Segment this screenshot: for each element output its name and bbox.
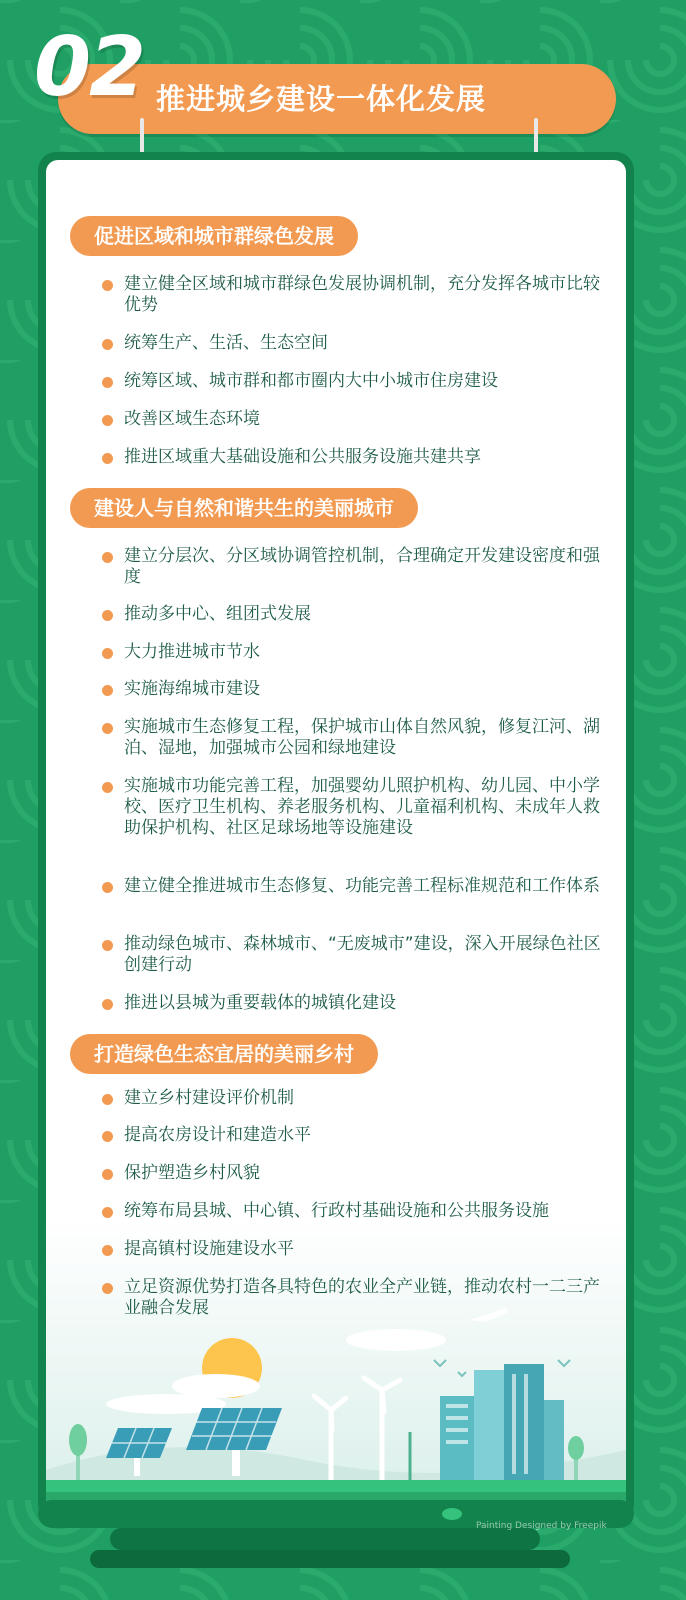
list-item: 推进区域重大基础设施和公共服务设施共建共享 [102, 447, 602, 468]
list-item: 建立乡村建设评价机制 [102, 1088, 602, 1109]
list-item: 实施城市功能完善工程，加强婴幼儿照护机构、幼儿园、中小学校、医疗卫生机构、养老服务机构、儿童福利机构、未成年人救助保护机构、社区足球场地等设施建设 [102, 776, 602, 839]
list-item: 建立分层次、分区域协调管控机制，合理确定开发建设密度和强度 [102, 546, 602, 588]
bullet-dot [102, 1207, 113, 1218]
board-stand [0, 1500, 686, 1600]
section-title-city: 建设人与自然和谐共生的美丽城市 [70, 488, 418, 528]
list-item: 立足资源优势打造各具特色的农业全产业链，推动农村一二三产业融合发展 [102, 1277, 602, 1319]
list-item: 实施城市生态修复工程，保护城市山体自然风貌，修复江河、湖泊、湿地，加强城市公园和绿地建设 [102, 717, 602, 759]
list-item: 大力推进城市节水 [102, 642, 602, 663]
list-item: 实施海绵城市建设 [102, 679, 602, 700]
bullet-dot [102, 415, 113, 426]
list-item: 统筹生产、生活、生态空间 [102, 333, 602, 354]
bullet-dot [102, 782, 113, 793]
bullet-dot [102, 339, 113, 350]
bullet-dot [102, 648, 113, 659]
list-item: 推动多中心、组团式发展 [102, 604, 602, 625]
bullet-dot [102, 685, 113, 696]
eco-city-illustration [46, 1300, 626, 1520]
bullet-dot [102, 453, 113, 464]
bullet-dot [102, 882, 113, 893]
list-item: 改善区域生态环境 [102, 409, 602, 430]
section-title-rural: 打造绿色生态宜居的美丽乡村 [70, 1034, 378, 1074]
list-item: 保护塑造乡村风貌 [102, 1163, 602, 1184]
list-item: 统筹布局县城、中心镇、行政村基础设施和公共服务设施 [102, 1201, 602, 1222]
bullet-dot [102, 999, 113, 1010]
bullet-dot [102, 1283, 113, 1294]
bullet-dot [102, 377, 113, 388]
bullet-dot [102, 1094, 113, 1105]
image-credit: Painting Designed by Freepik [476, 1521, 607, 1531]
plane-icon [470, 1308, 508, 1322]
list-item: 统筹区域、城市群和都市圈内大中小城市住房建设 [102, 371, 602, 392]
bullet-dot [102, 723, 113, 734]
bullet-dot [102, 552, 113, 563]
bullet-dot [102, 1245, 113, 1256]
list-item: 提高农房设计和建造水平 [102, 1125, 602, 1146]
bullet-dot [102, 610, 113, 621]
list-item: 建立健全区域和城市群绿色发展协调机制，充分发挥各城市比较优势 [102, 274, 602, 316]
bullet-dot [102, 1131, 113, 1142]
bullet-dot [102, 1169, 113, 1180]
section-number: 02 [34, 20, 145, 115]
list-item: 推动绿色城市、森林城市、“无废城市”建设，深入开展绿色社区创建行动 [102, 934, 602, 976]
list-item: 推进以县城为重要载体的城镇化建设 [102, 993, 602, 1014]
list-item: 建立健全推进城市生态修复、功能完善工程标准规范和工作体系 [102, 876, 602, 897]
page-title: 推进城乡建设一体化发展 [156, 82, 487, 116]
bullet-dot [102, 280, 113, 291]
bullet-dot [102, 940, 113, 951]
list-item: 提高镇村设施建设水平 [102, 1239, 602, 1260]
building [474, 1370, 504, 1484]
building [544, 1400, 564, 1484]
section-title-regional: 促进区域和城市群绿色发展 [70, 216, 358, 256]
